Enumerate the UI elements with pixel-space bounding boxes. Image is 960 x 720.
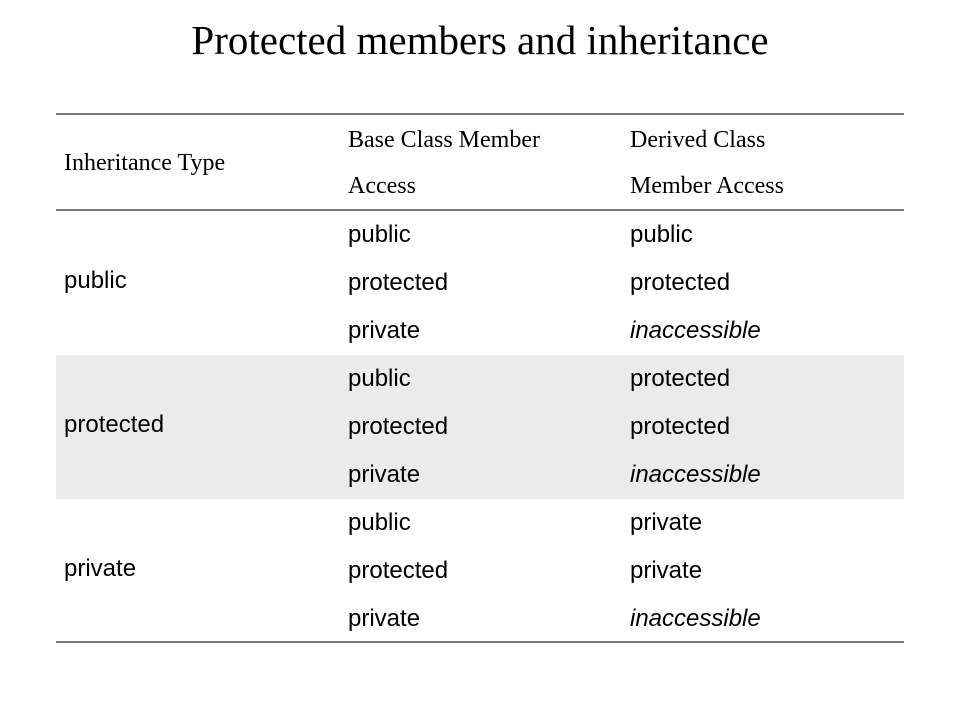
table-row <box>56 499 904 547</box>
group-private <box>56 499 904 643</box>
table-row <box>56 211 904 259</box>
base-access-cell: protected <box>348 269 449 296</box>
derived-access-cell: protected <box>630 269 731 296</box>
header-inheritance-type: Inheritance Type <box>64 150 226 176</box>
base-access-cell: protected <box>348 413 449 440</box>
base-access-cell: public <box>348 509 411 536</box>
table-row <box>56 547 904 595</box>
base-access-cell: protected <box>348 557 449 584</box>
header-base-line-2: Access <box>348 173 416 199</box>
derived-access-cell: protected <box>630 365 731 392</box>
table-row <box>56 259 904 307</box>
table-top-rule <box>56 113 904 115</box>
header-base-class-member-access <box>348 117 638 209</box>
derived-access-cell: private <box>630 557 703 584</box>
base-access-cell: private <box>348 605 421 632</box>
table-row <box>56 595 904 643</box>
derived-access-cell: inaccessible <box>630 461 761 488</box>
header-derived-line-2: Member Access <box>630 173 784 199</box>
header-base-line-1: Base Class Member <box>348 127 540 153</box>
inheritance-type-cell: protected <box>64 411 165 438</box>
inheritance-type-cell: public <box>64 267 127 294</box>
table-row <box>56 307 904 355</box>
header-derived-class-member-access <box>630 117 900 209</box>
base-access-cell: private <box>348 317 421 344</box>
inheritance-type-cell: private <box>64 555 137 582</box>
derived-access-cell: inaccessible <box>630 317 761 344</box>
derived-access-cell: private <box>630 509 703 536</box>
base-access-cell: public <box>348 221 411 248</box>
base-access-cell: public <box>348 365 411 392</box>
derived-access-cell: inaccessible <box>630 605 761 632</box>
header-derived-line-1: Derived Class <box>630 127 766 153</box>
group-protected <box>56 355 904 499</box>
table-row <box>56 403 904 451</box>
table-row <box>56 355 904 403</box>
table-bottom-rule <box>56 641 904 643</box>
table-row <box>56 451 904 499</box>
derived-access-cell: public <box>630 221 693 248</box>
derived-access-cell: protected <box>630 413 731 440</box>
slide-title: Protected members and inheritance <box>191 17 769 63</box>
group-public <box>56 211 904 355</box>
base-access-cell: private <box>348 461 421 488</box>
